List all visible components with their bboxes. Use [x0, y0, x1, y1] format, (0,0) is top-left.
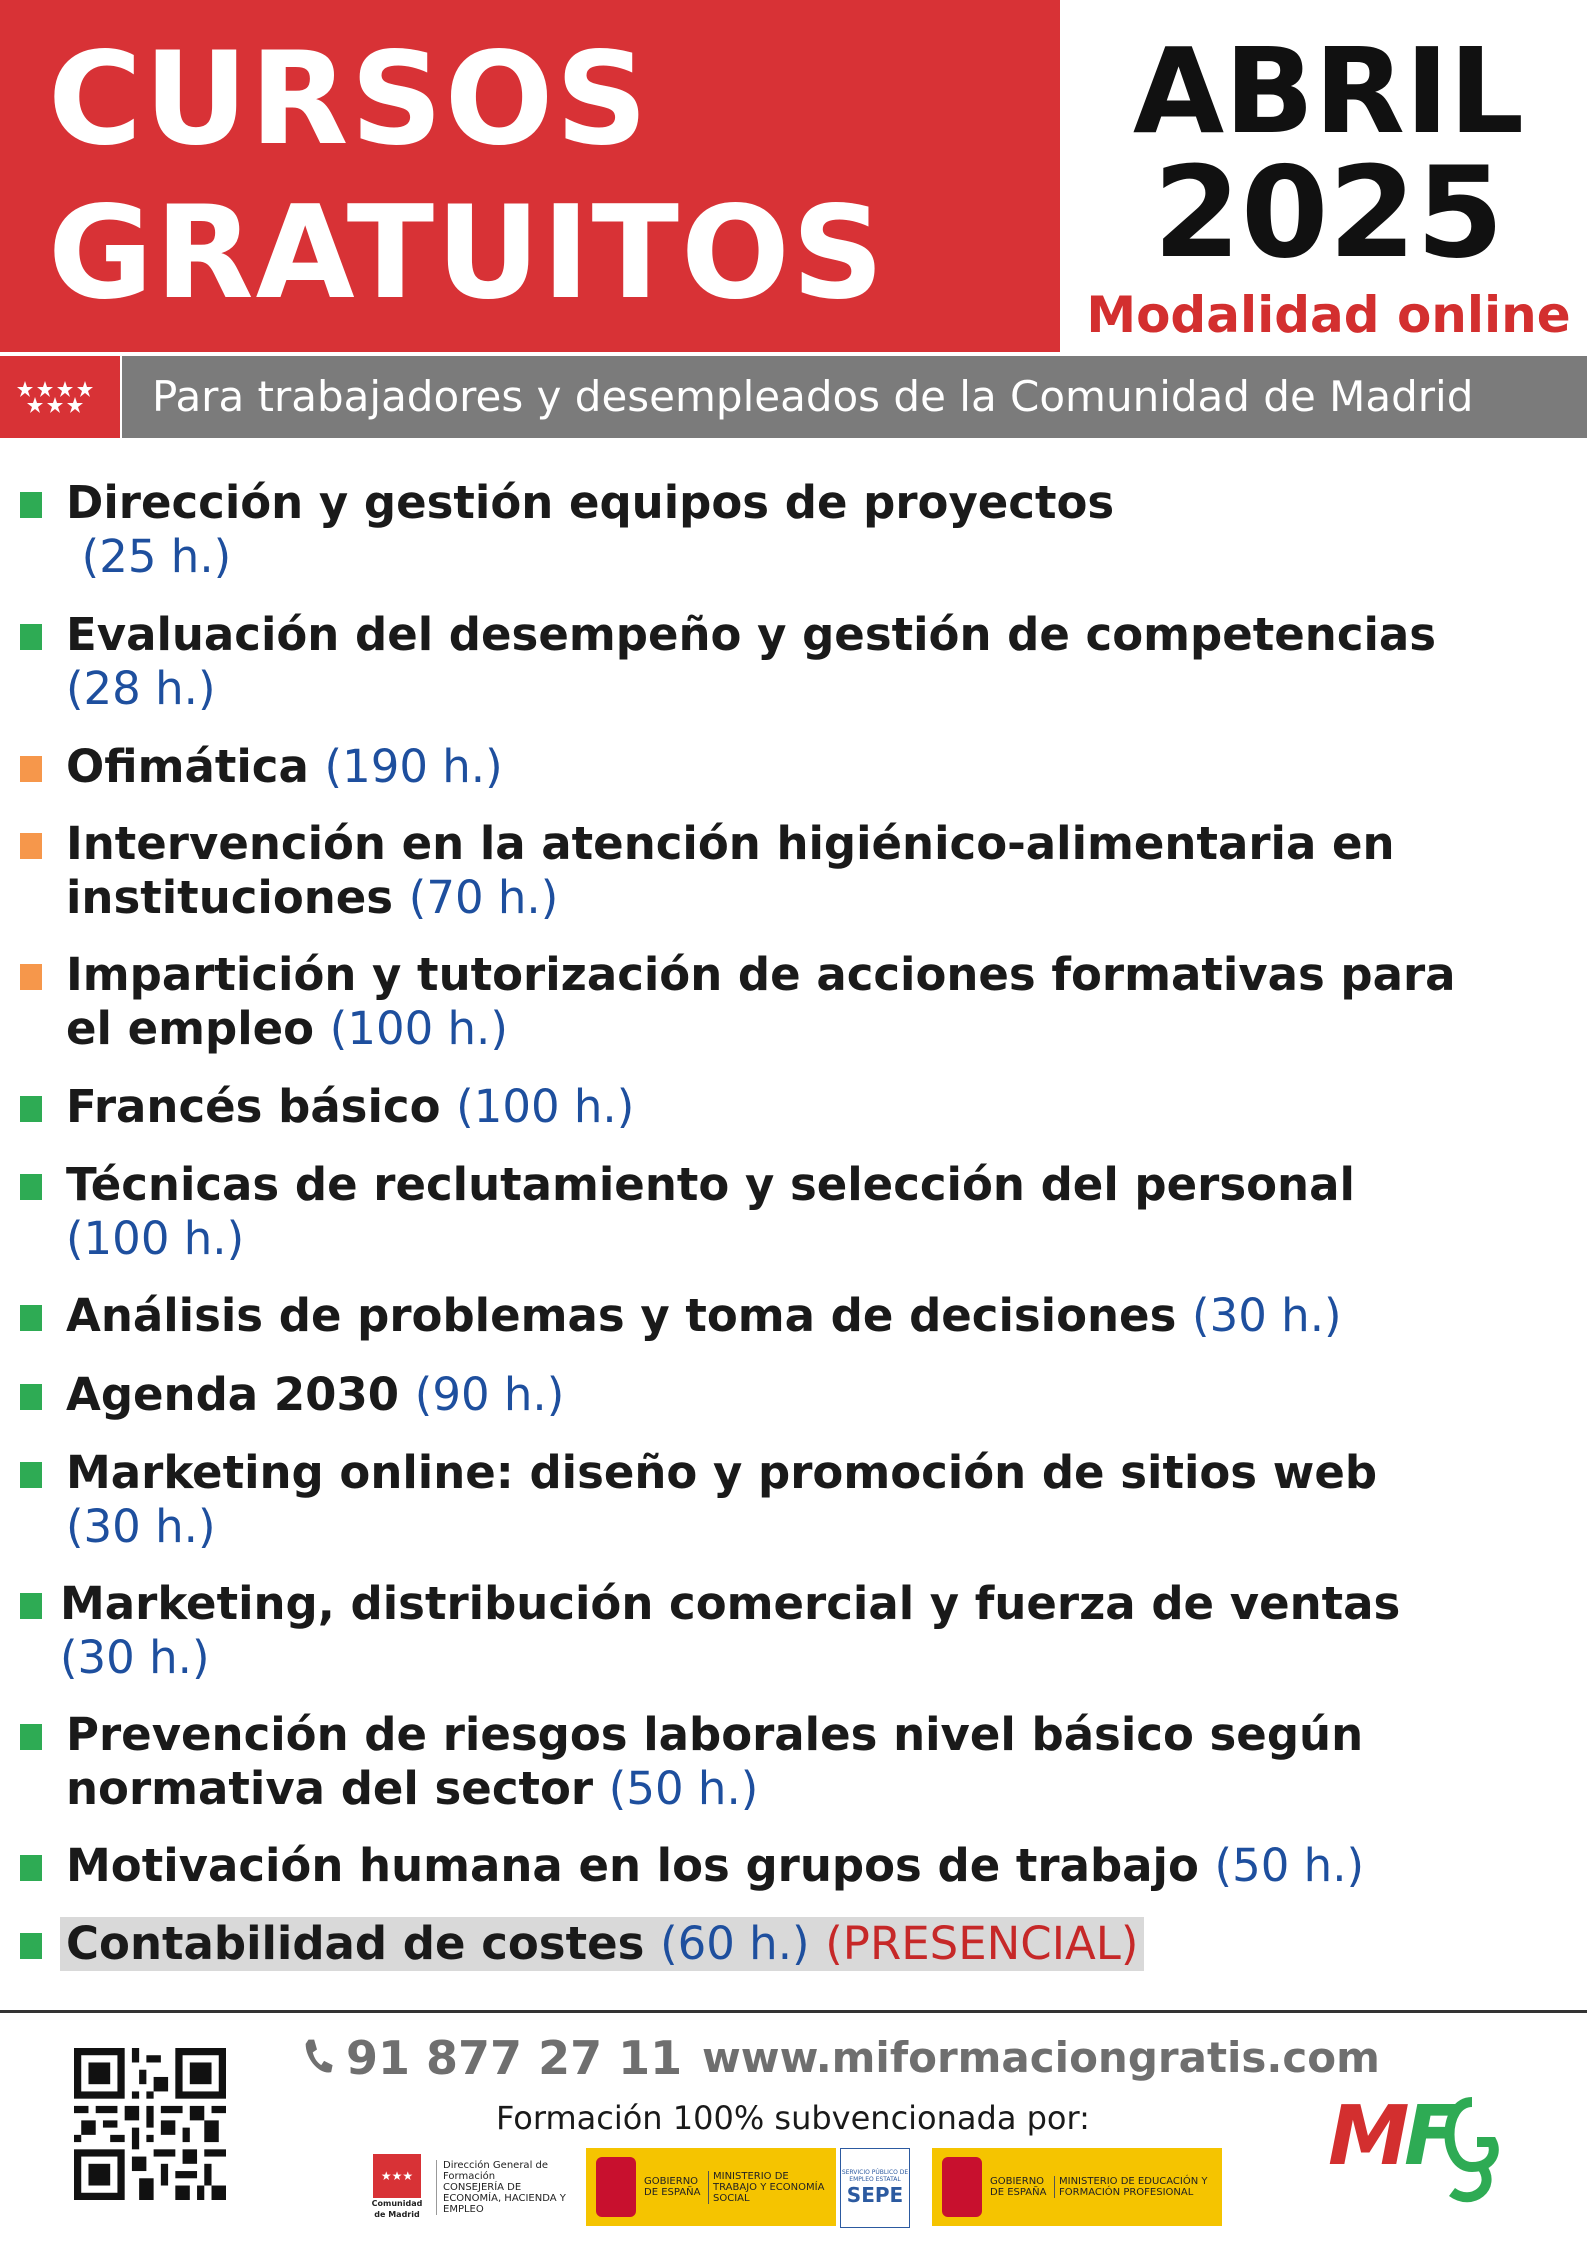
qr-code-icon[interactable]: [74, 2048, 226, 2200]
course-hours: (100 h.): [329, 1002, 508, 1055]
bullet-square-icon: [20, 964, 42, 990]
bullet-square-icon: [20, 624, 42, 650]
mfg-brand-logo: [1322, 2072, 1532, 2212]
course-hours: (60 h.): [660, 1917, 810, 1970]
header-title-block: [0, 0, 1060, 352]
course-name: Marketing online: diseño y promoción de sitios web: [66, 1446, 1378, 1499]
svg-text:M: M: [1328, 2089, 1410, 2184]
gobierno-educacion-logo: GOBIERNO DE ESPAÑA MINISTERIO DE EDUCACIÓN Y FORMACIÓN PROFESIONAL: [932, 2148, 1222, 2226]
course-hours: (30 h.): [66, 1500, 216, 1553]
course-item: [16, 608, 1556, 716]
comunidad-madrid-logo: ★★★ Comunidad de Madrid Dirección General de Formación CONSEJERÍA DE ECONOMÍA, HACIENDA Y EMPLEO: [366, 2148, 576, 2226]
bullet-square-icon: [20, 1593, 42, 1619]
highlighted-course: [60, 1917, 1144, 1971]
madrid-flag-icon: [0, 356, 120, 438]
course-hours: (100 h.): [66, 1212, 245, 1265]
course-hours: (30 h.): [60, 1631, 210, 1684]
course-name: Dirección y gestión equipos de proyectos: [66, 476, 1115, 529]
course-hours: (90 h.): [414, 1368, 565, 1421]
course-hours: (190 h.): [324, 740, 503, 793]
course-name: Evaluación del desempeño y gestión de competencias: [66, 608, 1437, 661]
spain-coat-of-arms-icon: [596, 2157, 636, 2217]
course-hours: (50 h.): [1214, 1839, 1365, 1892]
course-item: [16, 1708, 1556, 1816]
course-item: [16, 1839, 1556, 1893]
svg-text:F: F: [1404, 2089, 1461, 2184]
funded-by-label: Formación 100% subvencionada por:: [496, 2099, 1090, 2137]
course-hours: (50 h.): [608, 1762, 759, 1815]
course-item: [16, 1917, 1556, 1971]
phone-icon: [300, 2036, 334, 2080]
gobierno-trabajo-logo: GOBIERNO DE ESPAÑA MINISTERIO DE TRABAJO Y ECONOMÍA SOCIAL: [586, 2148, 836, 2226]
spain-coat-of-arms-icon: [942, 2157, 982, 2217]
course-hours: (100 h.): [456, 1080, 635, 1133]
course-name: Marketing, distribución comercial y fuerza de ventas: [60, 1577, 1401, 1630]
bullet-square-icon: [20, 833, 42, 859]
course-item: [16, 476, 1556, 584]
bullet-square-icon: [20, 1174, 42, 1200]
course-item: [16, 948, 1556, 1056]
subtitle-bar: Para trabajadores y desempleados de la Comunidad de Madrid: [122, 356, 1587, 438]
course-name: Técnicas de reclutamiento y selección del personal: [66, 1158, 1355, 1211]
year-label: 2025: [1153, 139, 1504, 286]
sepe-logo: SERVICIO PÚBLICO DE EMPLEO ESTATAL SEPE: [840, 2148, 910, 2228]
course-name: Ofimática: [66, 740, 309, 793]
bullet-square-icon: [20, 756, 42, 782]
madrid-stars-icon: ★★★: [373, 2154, 421, 2198]
course-name: Motivación humana en los grupos de trabajo: [66, 1839, 1199, 1892]
course-name-line-1: Prevención de riesgos laborales nivel básico según: [66, 1708, 1364, 1761]
bullet-square-icon: [20, 492, 42, 518]
course-name: Francés básico: [66, 1080, 441, 1133]
bullet-square-icon: [20, 1933, 42, 1959]
presencial-tag: (PRESENCIAL): [825, 1917, 1139, 1970]
course-name-line-1: Intervención en la atención higiénico-alimentaria en: [66, 817, 1395, 870]
course-item: [16, 817, 1556, 925]
bullet-square-icon: [20, 1384, 42, 1410]
course-name: Análisis de problemas y toma de decisiones: [66, 1289, 1177, 1342]
course-item: [16, 1080, 1556, 1134]
course-name-line-1: Impartición y tutorización de acciones formativas para: [66, 948, 1456, 1001]
course-name-line-2: el empleo: [66, 1002, 315, 1055]
title-line-2: GRATUITOS: [48, 179, 886, 328]
course-hours: (30 h.): [1192, 1289, 1342, 1342]
course-item: [16, 1446, 1556, 1554]
footer-divider: [0, 2010, 1587, 2013]
course-name: Contabilidad de costes: [66, 1917, 645, 1970]
title-line-1: CURSOS: [48, 25, 650, 174]
website-link[interactable]: www.miformaciongratis.com: [702, 2033, 1380, 2082]
bullet-square-icon: [20, 1305, 42, 1331]
course-item: [16, 1368, 1556, 1422]
month-label: ABRIL: [1132, 22, 1525, 160]
bullet-square-icon: [20, 1855, 42, 1881]
bullet-square-icon: [20, 1462, 42, 1488]
course-hours: (28 h.): [66, 662, 216, 715]
course-item: [16, 740, 1556, 794]
phone-number: 91 877 27 11: [346, 2031, 683, 2085]
course-name-line-2: instituciones: [66, 871, 394, 924]
course-name-line-2: normativa del sector: [66, 1762, 594, 1815]
phone-contact[interactable]: [300, 2030, 682, 2086]
course-hours: (70 h.): [408, 871, 559, 924]
course-name: Agenda 2030: [66, 1368, 400, 1421]
course-hours: (25 h.): [81, 530, 232, 583]
modality-label: Modalidad online: [1086, 286, 1571, 344]
bullet-square-icon: [20, 1724, 42, 1750]
bullet-square-icon: [20, 1096, 42, 1122]
course-item: [16, 1158, 1556, 1266]
course-item: [16, 1577, 1556, 1685]
course-item: [16, 1289, 1556, 1343]
